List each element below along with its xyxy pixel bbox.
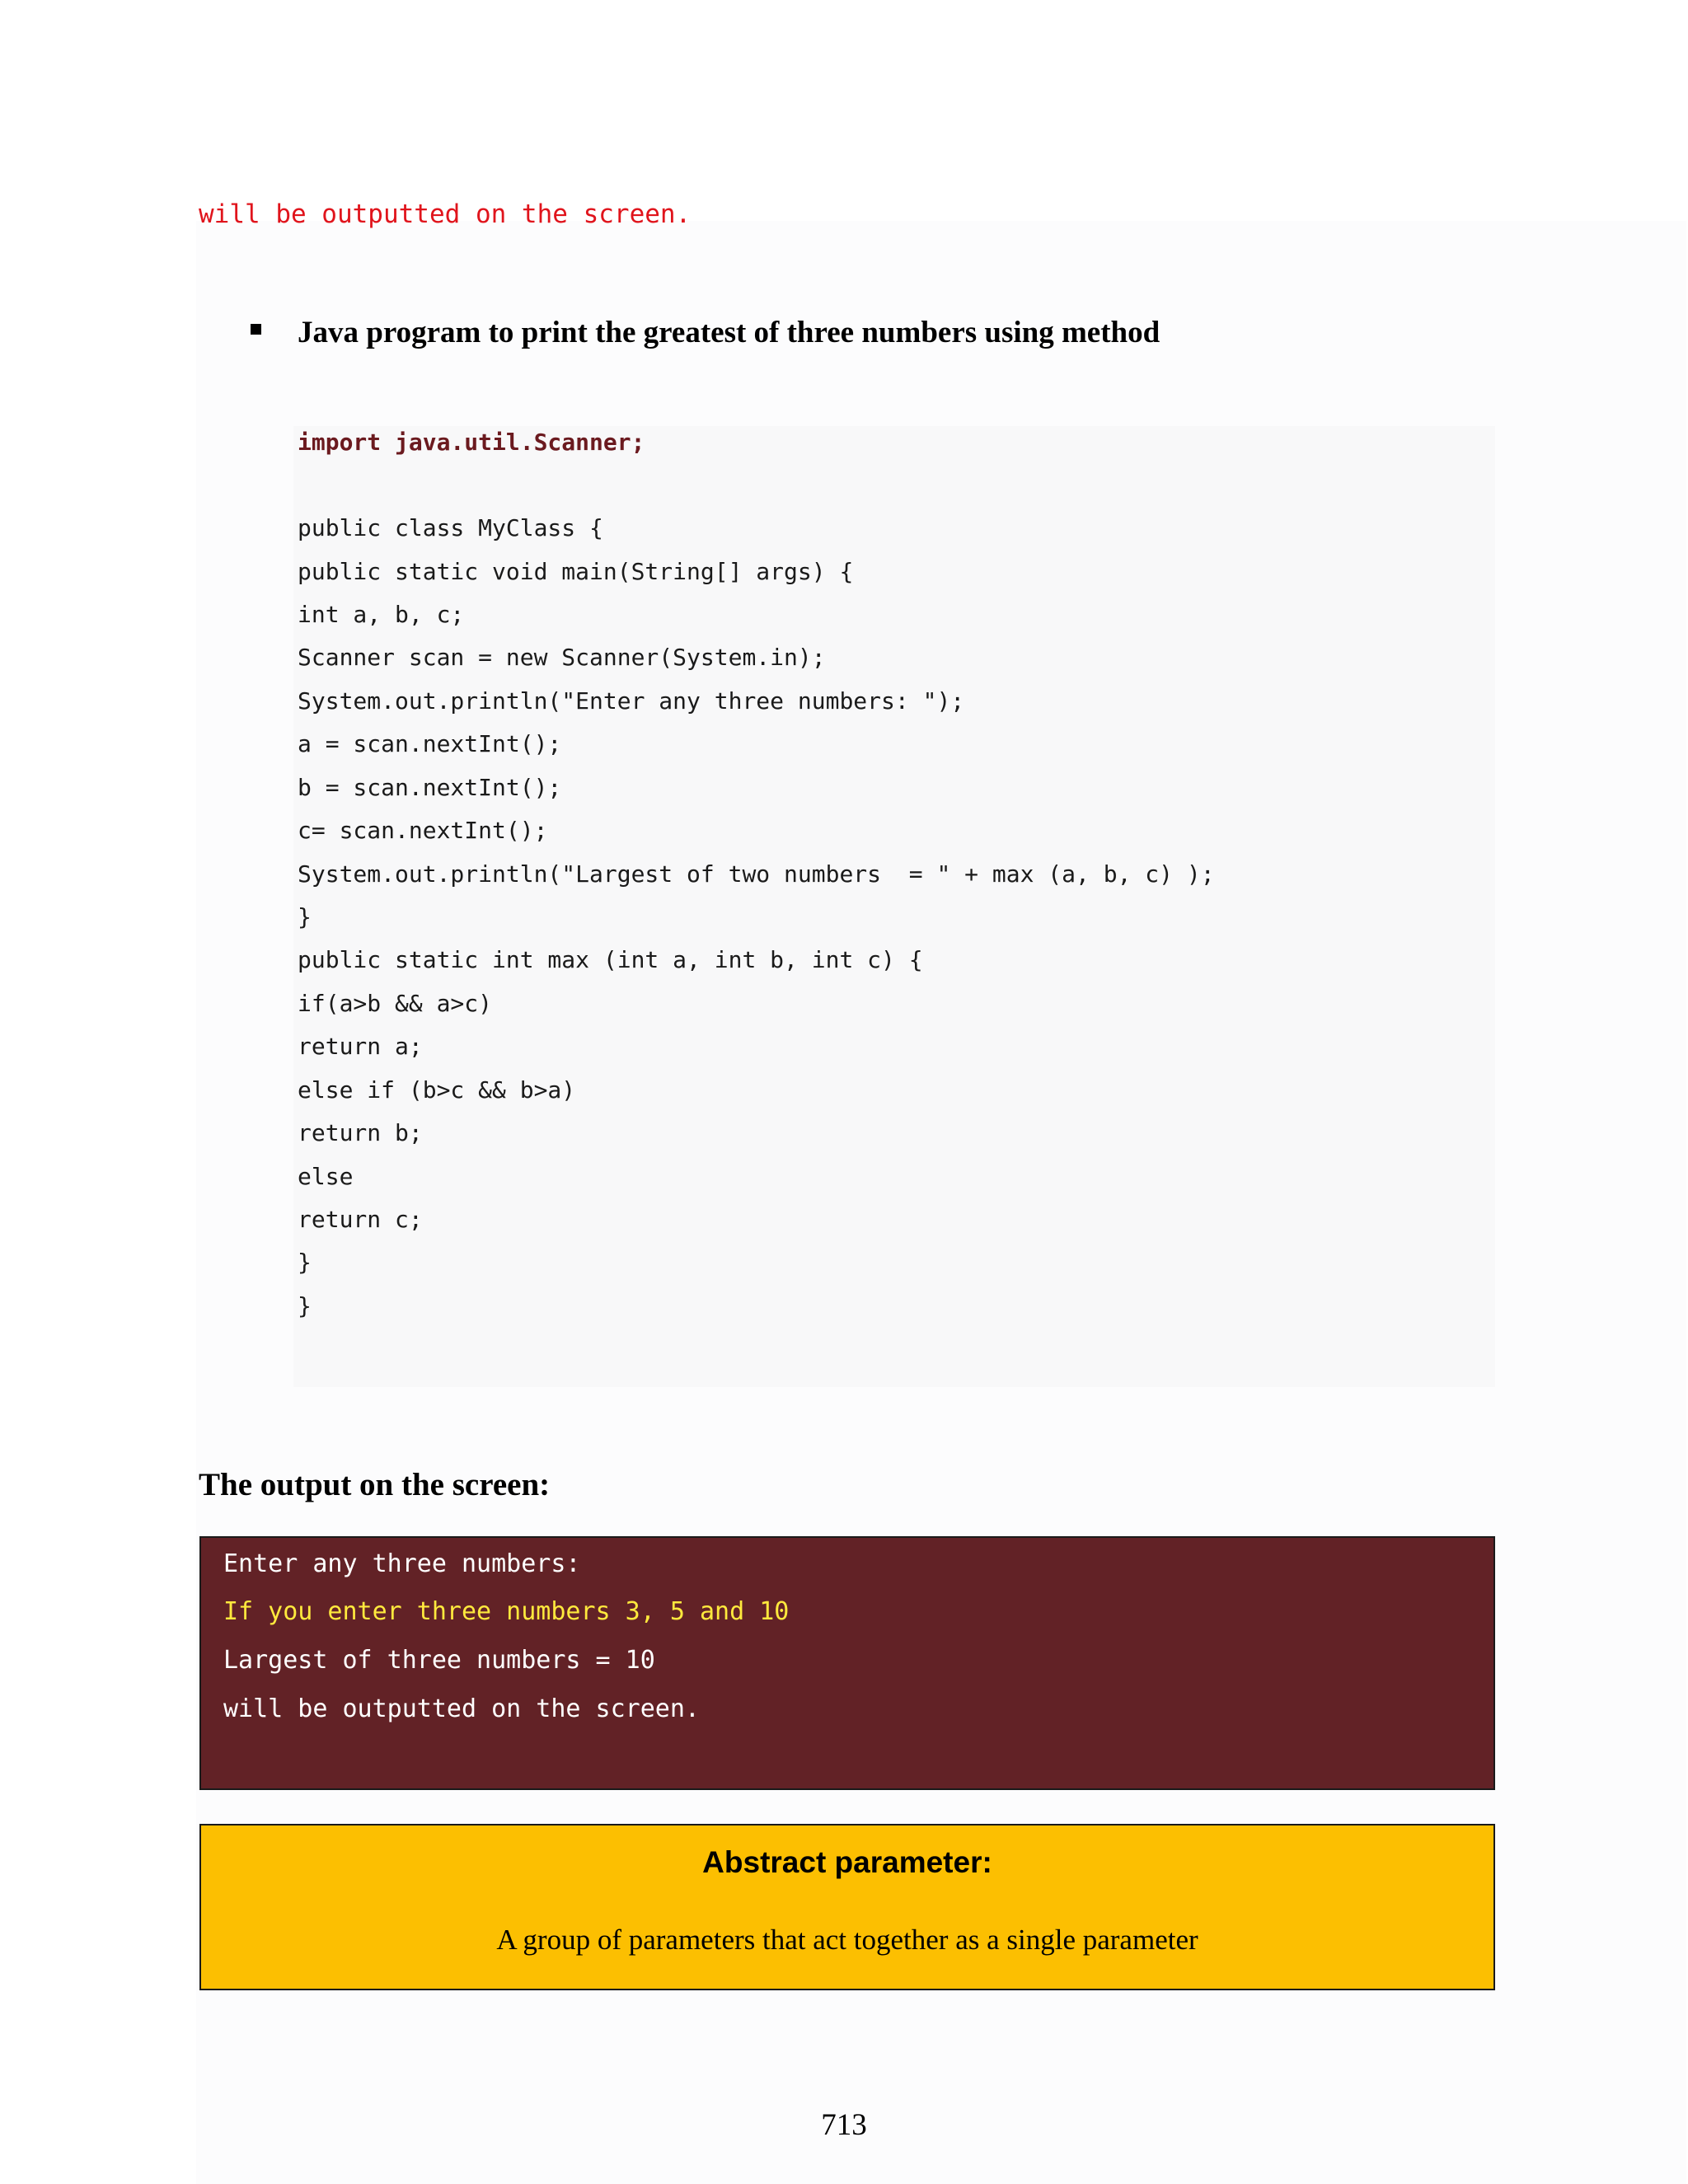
callout-body: A group of parameters that act together as a single parameter xyxy=(496,1924,1198,1956)
code-line: c= scan.nextInt(); xyxy=(298,817,548,844)
code-line: Scanner scan = new Scanner(System.in); xyxy=(298,644,826,671)
code-line: return a; xyxy=(298,1033,423,1060)
code-line: else if (b>c && b>a) xyxy=(298,1076,576,1104)
code-line: System.out.println("Largest of two numbers = " + max (a, b, c) ); xyxy=(298,860,1215,888)
output-heading: The output on the screen: xyxy=(199,1467,551,1502)
section-heading: Java program to print the greatest of three numbers using method xyxy=(298,316,1160,349)
code-import-line: import java.util.Scanner; xyxy=(298,429,645,456)
code-line: else xyxy=(298,1163,354,1190)
callout-title: Abstract parameter: xyxy=(702,1845,992,1879)
console-line: Enter any three numbers: xyxy=(223,1549,581,1578)
console-output-box xyxy=(199,1536,1495,1790)
code-line: b = scan.nextInt(); xyxy=(298,774,562,801)
code-line: } xyxy=(298,1249,312,1276)
definition-callout xyxy=(199,1824,1495,1990)
code-line: int a, b, c; xyxy=(298,601,465,628)
code-line: System.out.println("Enter any three numbers: "); xyxy=(298,687,965,715)
page-number: 713 xyxy=(821,2108,867,2142)
bullet-square-icon xyxy=(251,324,261,335)
console-line-highlight: If you enter three numbers 3, 5 and 10 xyxy=(223,1597,790,1626)
code-line: return c; xyxy=(298,1206,423,1233)
console-line: will be outputted on the screen. xyxy=(223,1694,700,1723)
code-line: a = scan.nextInt(); xyxy=(298,730,562,757)
code-line: return b; xyxy=(298,1119,423,1146)
code-block xyxy=(293,426,1495,1387)
console-line: Largest of three numbers = 10 xyxy=(223,1646,655,1675)
code-line: } xyxy=(298,903,312,930)
code-line: if(a>b && a>c) xyxy=(298,990,493,1017)
intro-tail-text: will be outputted on the screen. xyxy=(199,199,692,229)
code-line: public class MyClass { xyxy=(298,514,603,541)
code-line: public static int max (int a, int b, int c) { xyxy=(298,946,923,973)
code-line: public static void main(String[] args) { xyxy=(298,558,854,585)
code-line: } xyxy=(298,1292,312,1319)
